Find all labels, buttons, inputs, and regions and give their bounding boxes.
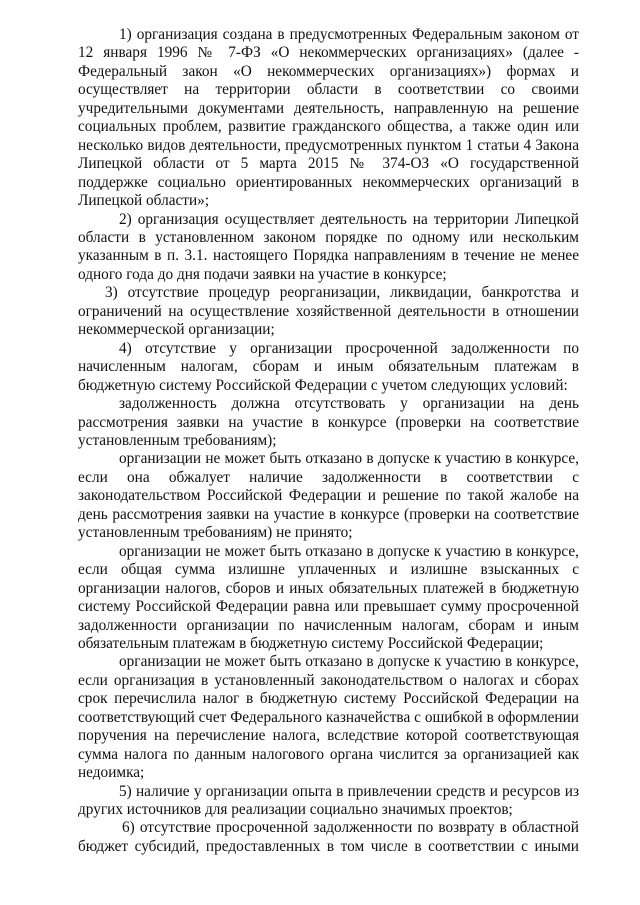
paragraph-condition-debt-absent: задолженность должна отсутствовать у организации на день рассмотрения заявки на участие в конкурсе (проверки на соответствие установленным требованиям); — [78, 395, 579, 449]
paragraph-condition-appeal: организации не может быть отказано в допуске к участию в конкурсе, если она обжалует наличие задолженности в соответствии с законодательством Российской Федерации и решение по такой жалобе на день рассмотрения заявки на участие в конкурсе (проверки на соответствие установленным требованиям) не принято; — [78, 450, 579, 542]
paragraph-item-2: 2) организация осуществляет деятельность на территории Липецкой области в установленном законом порядке по одному или нескольким указанным в п. 3.1. настоящего Порядка направлениям в течение не менее одного года до дня подачи заявки на участие в конкурсе; — [78, 210, 579, 283]
paragraph-condition-payment-error: организации не может быть отказано в допуске к участию в конкурсе, если организация в установленный законодательством о налогах и сборах срок перечислила налог в бюджетную систему Российской Федерации на соответствующий счет Федерального казначейства с ошибкой в оформлении поручения на перечисление налога, вследствие которой соответствующая сумма налога по данным налогового органа числится за организацией как недоимка; — [78, 653, 579, 782]
paragraph-item-4: 4) отсутствие у организации просроченной задолженности по начисленным налогам, сборам и иным обязательным платежам в бюджетную систему Российской Федерации с учетом следующих условий: — [78, 339, 579, 394]
paragraph-condition-overpayment: организации не может быть отказано в допуске к участию в конкурсе, если общая сумма излишне уплаченных и излишне взысканных с организации налогов, сборов и иных обязательных платежей в бюджетную систему Российской Федерации равна или превышает сумму просроченной задолженности организации по начисленным налогам, сборам и иным обязательным платежам в бюджетную систему Российской Федерации; — [78, 542, 579, 652]
paragraph-item-5: 5) наличие у организации опыта в привлечении средств и ресурсов из других источников для реализации социально значимых проектов; — [78, 782, 579, 819]
paragraph-item-1: 1) организация создана в предусмотренных Федеральным законом от 12 января 1996 № 7-ФЗ «О некоммерческих организациях» (далее - Федеральный закон «О некоммерческих организациях») формах и осуществляет на территории области в соответствии со своими учредительными документами деятельность, направленную на решение социальных проблем, развитие гражданского общества, а также один или несколько видов деятельности, предусмотренных пунктом 1 статьи 4 Закона Липецкой области от 5 марта 2015 № 374-ОЗ «О государственной поддержке социально ориентированных некоммерческих организаций в Липецкой области»; — [78, 26, 579, 210]
paragraph-item-3: 3) отсутствие процедур реорганизации, ликвидации, банкротства и ограничений на осуществление хозяйственной деятельности в отношении некоммерческой организации; — [78, 284, 579, 339]
paragraph-item-6: 6) отсутствие просроченной задолженности по возврату в областной бюджет субсидий, предоставленных в том числе в соответствии с иными — [78, 819, 579, 855]
